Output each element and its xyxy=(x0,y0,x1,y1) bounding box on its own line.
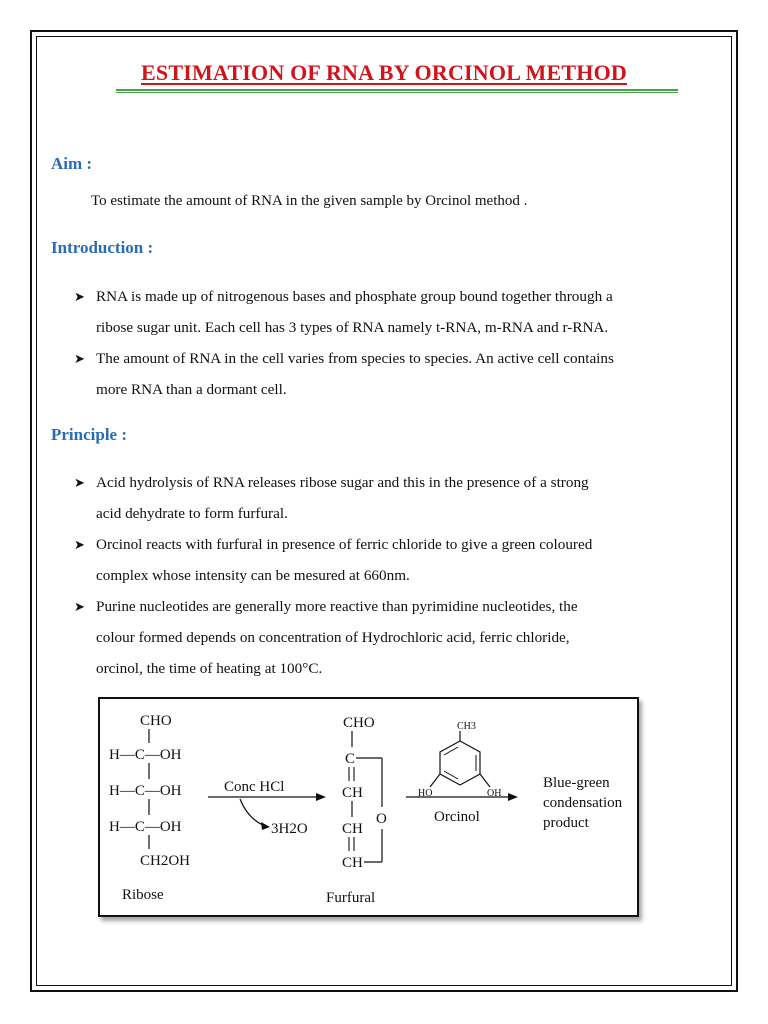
ribose-row3: H—C—OH xyxy=(109,819,182,835)
reagent-conc-hcl: Conc HCl xyxy=(224,779,285,795)
aim-text: To estimate the amount of RNA in the given sample by Orcinol method . xyxy=(91,193,528,209)
furfural-o: O xyxy=(376,811,387,827)
furfural-ch-1: CH xyxy=(342,785,363,801)
aim-heading: Aim : xyxy=(51,154,93,173)
introduction-list xyxy=(74,281,714,405)
orcinol-oh: OH xyxy=(487,788,502,799)
byproduct-water: 3H2O xyxy=(271,821,308,837)
list-item: ➤ Purine nucleotides are generally more reactive than pyrimidine nucleotides, the colour formed depends on concentration of Hydrochloric acid, ferric chloride, orcinol, the time of heating at 100°C. xyxy=(74,591,714,684)
principle-list xyxy=(74,467,714,684)
introduction-heading: Introduction : xyxy=(51,238,154,257)
orcinol-structure xyxy=(430,731,490,787)
ribose-ch2oh: CH2OH xyxy=(140,853,191,869)
furfural-cho: CHO xyxy=(343,715,375,731)
page-title: ESTIMATION OF RNA BY ORCINOL METHOD xyxy=(141,60,627,85)
furfural-ch-3: CH xyxy=(342,855,363,871)
arrow-bullet-icon: ➤ xyxy=(74,351,85,366)
product-line2: condensation xyxy=(543,795,623,811)
furfural-ch-2: CH xyxy=(342,821,363,837)
ribose-cho: CHO xyxy=(140,713,172,729)
list-item: ➤ Orcinol reacts with furfural in presence of ferric chloride to give a green coloured complex whose intensity can be mesured at 660nm. xyxy=(74,529,714,591)
ribose-row2: H—C—OH xyxy=(109,783,182,799)
furfural-c: C xyxy=(345,751,356,767)
orcinol-ch3: CH3 xyxy=(457,721,476,732)
list-item: ➤ RNA is made up of nitrogenous bases and phosphate group bound together through a ribose sugar unit. Each cell has 3 types of RNA namely t-RNA, m-RNA and r-RNA. xyxy=(74,281,714,343)
arrow-bullet-icon: ➤ xyxy=(74,475,85,490)
title-underline-thin xyxy=(116,92,678,93)
arrow-bullet-icon: ➤ xyxy=(74,289,85,304)
product-line1: Blue-green xyxy=(543,775,610,791)
list-item: ➤ Acid hydrolysis of RNA releases ribose sugar and this in the presence of a strong acid dehydrate to form furfural. xyxy=(74,467,714,529)
list-item: ➤ The amount of RNA in the cell varies from species to species. An active cell contains more RNA than a dormant cell. xyxy=(74,343,714,405)
product-line3: product xyxy=(543,815,589,831)
arrow-bullet-icon: ➤ xyxy=(74,537,85,552)
arrow-bullet-icon: ➤ xyxy=(74,599,85,614)
principle-heading: Principle : xyxy=(51,425,128,444)
ribose-row1: H—C—OH xyxy=(109,747,182,763)
reaction-diagram xyxy=(98,697,639,917)
furfural-label: Furfural xyxy=(326,890,376,906)
orcinol-label: Orcinol xyxy=(434,809,480,825)
title-underline xyxy=(116,89,678,91)
orcinol-ho: HO xyxy=(418,788,433,799)
ribose-label: Ribose xyxy=(122,887,164,903)
